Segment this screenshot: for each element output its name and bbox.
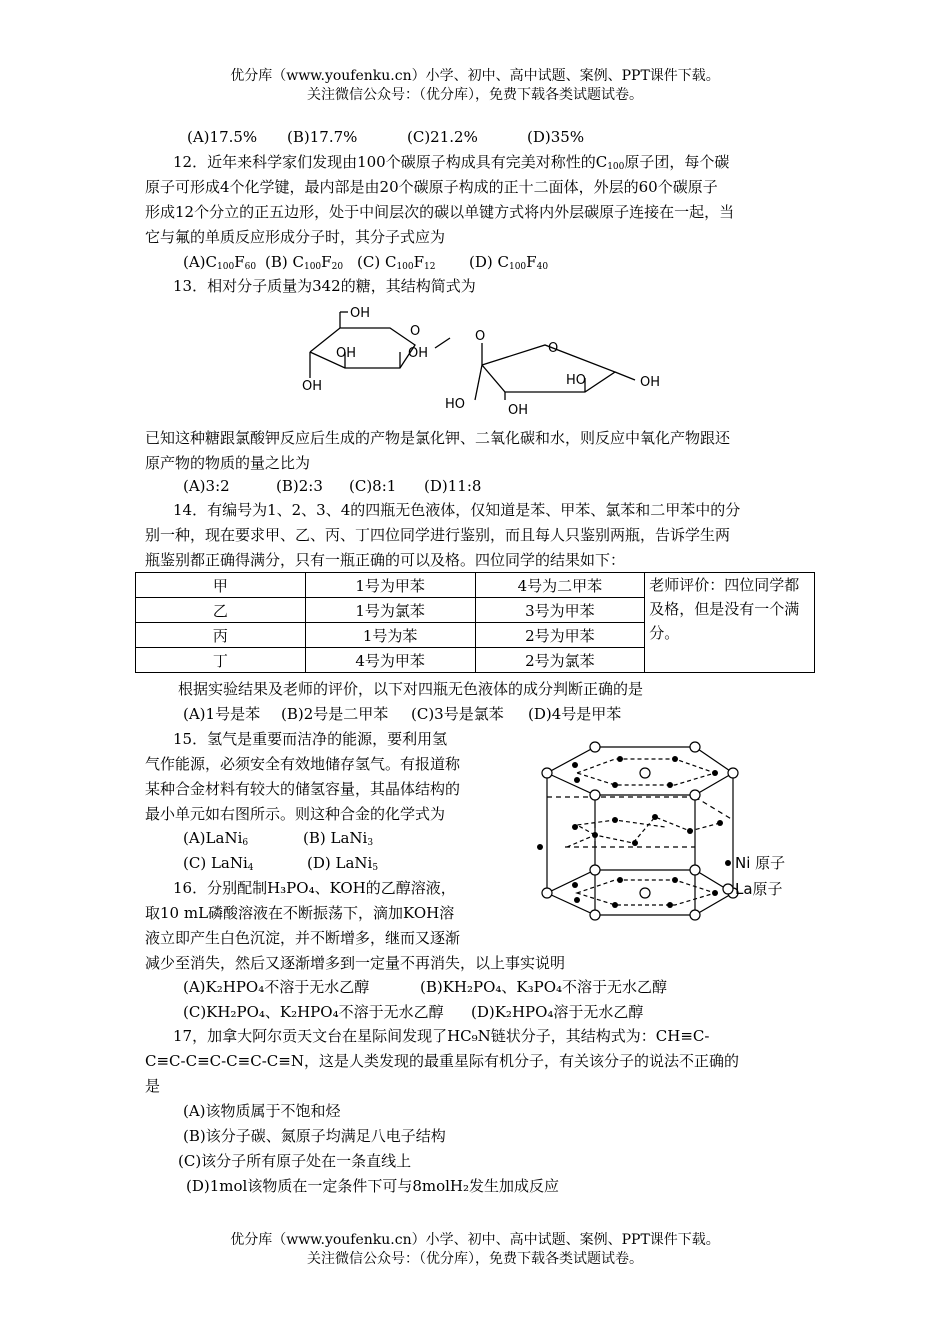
q12-stem-tail: 原子团，每个碳 bbox=[624, 153, 730, 171]
result-b: 2号为氯苯 bbox=[475, 648, 645, 673]
q13-option-c: (C)8:1 bbox=[349, 477, 397, 495]
label-oh-3: OH bbox=[302, 379, 323, 394]
result-a: 4号为甲苯 bbox=[305, 648, 475, 673]
result-b: 3号为甲苯 bbox=[475, 598, 645, 623]
student-name: 丙 bbox=[136, 623, 306, 648]
legend-ni: Ni 原子 bbox=[735, 854, 786, 872]
label-o-link: O bbox=[475, 329, 486, 344]
label-oh-right: OH bbox=[640, 375, 661, 390]
q15-line3: 某种合金材料有较大的储氢容量，其晶体结构的 bbox=[145, 780, 461, 798]
q15-option-a: (A)LaNi$_6$ bbox=[183, 829, 249, 848]
student-name: 丁 bbox=[136, 648, 306, 673]
q13-options bbox=[183, 474, 848, 498]
q13-text1: 已知这种糖跟氯酸钾反应后生成的产物是氯化钾、二氧化碳和水，则反应中氧化产物跟还 bbox=[145, 429, 731, 447]
site-header-line2: 关注微信公众号：（优分库），免费下载各类试题试卷。 bbox=[307, 87, 643, 103]
result-a: 1号为苯 bbox=[305, 623, 475, 648]
q14-results-table bbox=[135, 572, 815, 673]
q15-line1: 15．氢气是重要而洁净的能源，要利用氢 bbox=[173, 730, 448, 748]
q16-option-a: (A)K₂HPO₄不溶于无水乙醇 bbox=[183, 978, 370, 996]
q15-line4: 最小单元如右图所示。则这种合金的化学式为 bbox=[145, 805, 446, 823]
q14-line1: 14．有编号为1、2、3、4的四瓶无色液体，仅知道是苯、甲苯、氯苯和二甲苯中的分 bbox=[173, 501, 741, 519]
q12-option-c: (C) $C_{100}F_{12}$ bbox=[357, 253, 436, 272]
q13-text2: 原产物的物质的量之比为 bbox=[145, 454, 311, 472]
q16-option-b: (B)KH₂PO₄、K₃PO₄不溶于无水乙醇 bbox=[420, 978, 668, 996]
q17-option-c: (C)该分子所有原子处在一条直线上 bbox=[178, 1152, 412, 1170]
legend-la: La原子 bbox=[735, 880, 783, 898]
q16-line1: 16．分别配制H₃PO₄、KOH的乙醇溶液， bbox=[173, 879, 456, 897]
site-footer-line2: 关注微信公众号：（优分库），免费下载各类试题试卷。 bbox=[307, 1251, 643, 1267]
q14-options bbox=[183, 702, 848, 726]
q14-option-a: (A)1号是苯 bbox=[183, 705, 261, 723]
sucrose-structure bbox=[290, 300, 680, 420]
q17-option-d: (D)1mol该物质在一定条件下可与8molH₂发生加成反应 bbox=[186, 1177, 560, 1195]
q12-option-d: (D) $C_{100}F_{40}$ bbox=[469, 253, 549, 272]
label-ho-ring: HO bbox=[566, 373, 587, 388]
q12-line2: 原子可形成4个化学键，最内部是由20个碳原子构成的正十二面体，外层的60个碳原子 bbox=[145, 178, 718, 196]
q16-option-d: (D)K₂HPO₄溶于无水乙醇 bbox=[471, 1003, 644, 1021]
q12-line3: 形成12个分立的正五边形，处于中间层次的碳以单键方式将内外层碳原子连接在一起，当 bbox=[145, 203, 735, 221]
site-footer-line1: 优分库（www.youfenku.cn）小学、初中、高中试题、案例、PPT课件下载。 bbox=[230, 1232, 720, 1248]
q13-option-d: (D)11:8 bbox=[424, 477, 482, 495]
q13-option-b: (B)2:3 bbox=[276, 477, 323, 495]
q12-options bbox=[183, 250, 848, 274]
q16-options-row1 bbox=[183, 975, 848, 999]
q11-option-a: (A)17.5% bbox=[187, 128, 258, 146]
table-row bbox=[136, 573, 815, 598]
label-o-ring2: O bbox=[548, 341, 559, 356]
q17-line3: 是 bbox=[145, 1077, 161, 1095]
result-a: 1号为氯苯 bbox=[305, 598, 475, 623]
teacher-remark: 老师评价：四位同学都及格，但是没有一个满分。 bbox=[645, 573, 815, 673]
q13-option-a: (A)3:2 bbox=[183, 477, 230, 495]
q14-line2: 别一种，现在要求甲、乙、丙、丁四位同学进行鉴别，而且每人只鉴别两瓶，告诉学生两 bbox=[145, 526, 731, 544]
q14-after: 根据实验结果及老师的评价，以下对四瓶无色液体的成分判断正确的是 bbox=[178, 680, 644, 698]
q11-options bbox=[187, 125, 852, 149]
result-b: 2号为甲苯 bbox=[475, 623, 645, 648]
q11-option-b: (B)17.7% bbox=[287, 128, 358, 146]
q11-option-d: (D)35% bbox=[527, 128, 585, 146]
student-name: 乙 bbox=[136, 598, 306, 623]
q11-option-c: (C)21.2% bbox=[407, 128, 478, 146]
q17-line1: 17，加拿大阿尔贡天文台在星际间发现了HC₉N链状分子，其结构式为：CH≡C- bbox=[173, 1027, 710, 1045]
result-a: 1号为甲苯 bbox=[305, 573, 475, 598]
site-header-line1: 优分库（www.youfenku.cn）小学、初中、高中试题、案例、PPT课件下载。 bbox=[230, 68, 720, 84]
label-oh-bottom: OH bbox=[508, 403, 529, 418]
q12-sub: 100 bbox=[607, 162, 625, 172]
q16-line4: 减少至消失，然后又逐渐增多到一定量不再消失，以上事实说明 bbox=[145, 954, 566, 972]
q14-option-b: (B)2号是二甲苯 bbox=[281, 705, 389, 723]
q12-option-b: (B) $C_{100}F_{20}$ bbox=[265, 253, 344, 272]
q13-stem: 13．相对分子质量为342的糖，其结构简式为 bbox=[173, 277, 476, 295]
label-oh-top: OH bbox=[350, 306, 371, 321]
q17-option-b: (B)该分子碳、氮原子均满足八电子结构 bbox=[183, 1127, 446, 1145]
q14-option-c: (C)3号是氯苯 bbox=[411, 705, 504, 723]
q12-option-a: $(A)C_{100}F_{60}$ bbox=[183, 253, 257, 272]
q16-option-c: (C)KH₂PO₄、K₂HPO₄不溶于无水乙醇 bbox=[183, 1003, 444, 1021]
q15-option-d: (D) LaNi$_5$ bbox=[307, 854, 379, 873]
q16-line3: 液立即产生白色沉淀，并不断增多，继而又逐渐 bbox=[145, 929, 461, 947]
q14-line3: 瓶鉴别都正确得满分，只有一瓶正确的可以及格。四位同学的结果如下： bbox=[145, 551, 626, 569]
q14-option-d: (D)4号是甲苯 bbox=[528, 705, 622, 723]
q17-option-a: (A)该物质属于不饱和烃 bbox=[183, 1102, 341, 1120]
q15-option-b: (B) LaNi$_3$ bbox=[303, 829, 374, 848]
q16-options-row2 bbox=[183, 1000, 848, 1024]
q12-line1 bbox=[173, 150, 838, 174]
q12-line4: 它与氟的单质反应形成分子时，其分子式应为 bbox=[145, 228, 446, 246]
q16-line2: 取10 mL磷酸溶液在不断振荡下，滴加KOH溶 bbox=[145, 904, 455, 922]
label-oh-1: OH bbox=[336, 346, 357, 361]
label-oh-2: OH bbox=[408, 346, 429, 361]
q15-option-c: (C) LaNi$_4$ bbox=[183, 854, 254, 873]
label-ho-bottom: HO bbox=[445, 397, 466, 412]
result-b: 4号为二甲苯 bbox=[475, 573, 645, 598]
label-o-ring1: O bbox=[410, 324, 421, 339]
q12-stem: 12．近年来科学家们发现由100个碳原子构成具有完美对称性的C bbox=[173, 153, 608, 171]
q17-line2: C≡C-C≡C-C≡C-C≡N，这是人类发现的最重星际有机分子，有关该分子的说法不正确的 bbox=[145, 1052, 739, 1070]
student-name: 甲 bbox=[136, 573, 306, 598]
q15-line2: 气作能源，必须安全有效地储存氢气。有报道称 bbox=[145, 755, 461, 773]
